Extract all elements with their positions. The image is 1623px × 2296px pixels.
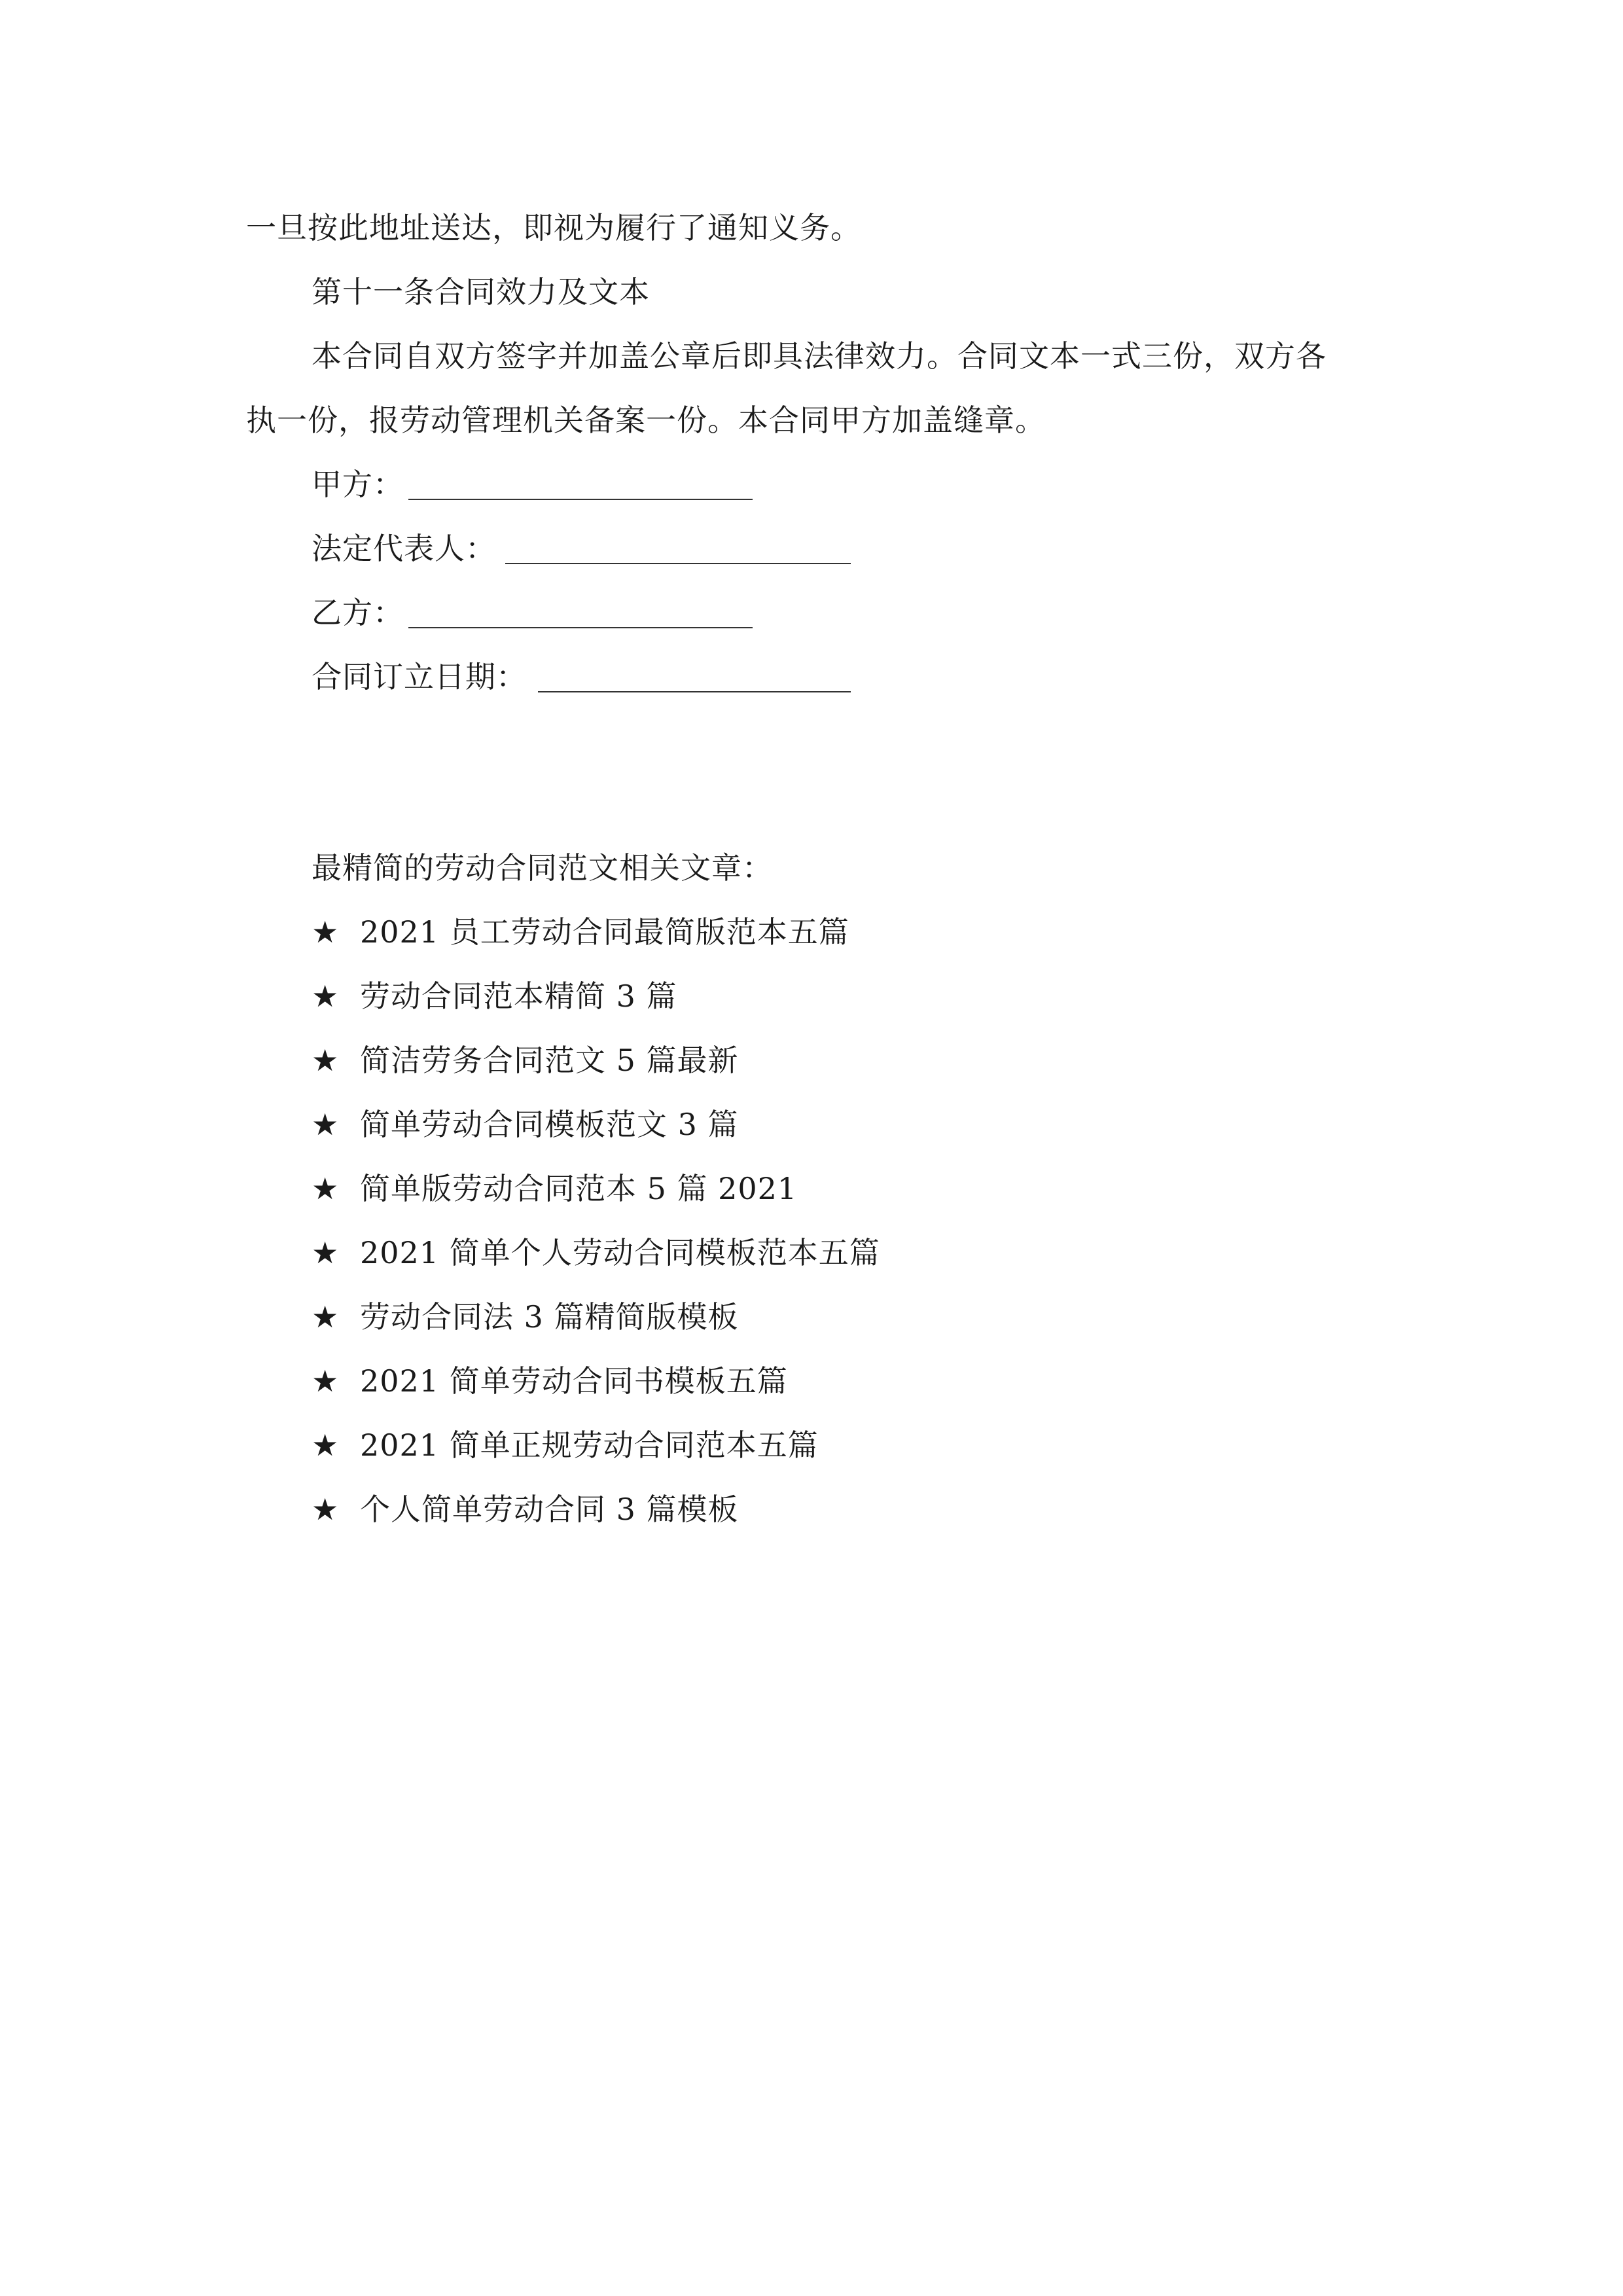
related-article-link[interactable] bbox=[312, 1169, 797, 1208]
related-article-link[interactable] bbox=[312, 1041, 739, 1080]
contract-date-blank-line bbox=[538, 691, 851, 692]
party-a-label: 甲方： bbox=[312, 467, 404, 502]
legal-rep-blank-line bbox=[505, 563, 851, 564]
star-icon: ★ bbox=[312, 1299, 340, 1335]
related-article-title: 2021 简单正规劳动合同范本五篇 bbox=[360, 1427, 819, 1463]
related-article-title: 2021 员工劳动合同最简版范本五篇 bbox=[360, 914, 849, 950]
related-article-title: 个人简单劳动合同 3 篇模板 bbox=[360, 1492, 739, 1527]
contract-date-label: 合同订立日期： bbox=[312, 659, 527, 694]
related-articles-heading: 最精简的劳动合同范文相关文章： bbox=[312, 850, 773, 886]
paragraph-effect-line2: 执一份，报劳动管理机关备案一份。本合同甲方加盖缝章。 bbox=[246, 403, 1046, 438]
related-article-title: 简单版劳动合同范本 5 篇 2021 bbox=[360, 1171, 798, 1206]
related-article-title: 简洁劳务合同范文 5 篇最新 bbox=[360, 1043, 739, 1078]
legal-rep-label: 法定代表人： bbox=[312, 531, 496, 566]
related-article-link[interactable] bbox=[312, 1361, 788, 1401]
star-icon: ★ bbox=[312, 978, 340, 1014]
star-icon: ★ bbox=[312, 914, 340, 950]
related-article-title: 简单劳动合同模板范文 3 篇 bbox=[360, 1107, 739, 1142]
star-icon: ★ bbox=[312, 1363, 340, 1399]
star-icon: ★ bbox=[312, 1235, 340, 1270]
related-article-title: 劳动合同法 3 篇精简版模板 bbox=[360, 1299, 739, 1335]
section-heading: 第十一条合同效力及文本 bbox=[312, 274, 650, 310]
party-b-blank-line bbox=[408, 627, 753, 628]
star-icon: ★ bbox=[312, 1107, 340, 1142]
related-article-link[interactable] bbox=[312, 1426, 819, 1465]
related-article-link[interactable] bbox=[312, 977, 677, 1016]
star-icon: ★ bbox=[312, 1427, 340, 1463]
star-icon: ★ bbox=[312, 1171, 340, 1206]
related-article-link[interactable] bbox=[312, 1105, 739, 1144]
party-b-label: 乙方： bbox=[312, 595, 404, 630]
related-article-link[interactable] bbox=[312, 1297, 739, 1336]
related-article-title: 劳动合同范本精简 3 篇 bbox=[360, 978, 677, 1014]
star-icon: ★ bbox=[312, 1492, 340, 1527]
star-icon: ★ bbox=[312, 1043, 340, 1078]
related-article-link[interactable] bbox=[312, 1490, 739, 1529]
related-article-link[interactable] bbox=[312, 1233, 880, 1272]
related-article-link[interactable] bbox=[312, 912, 849, 952]
related-article-title: 2021 简单劳动合同书模板五篇 bbox=[360, 1363, 788, 1399]
related-article-title: 2021 简单个人劳动合同模板范本五篇 bbox=[360, 1235, 880, 1270]
paragraph-effect-line1: 本合同自双方签字并加盖公章后即具法律效力。合同文本一式三份，双方各 bbox=[312, 338, 1327, 374]
party-a-blank-line bbox=[408, 499, 753, 500]
paragraph-notice: 一旦按此地址送达，即视为履行了通知义务。 bbox=[246, 210, 861, 245]
